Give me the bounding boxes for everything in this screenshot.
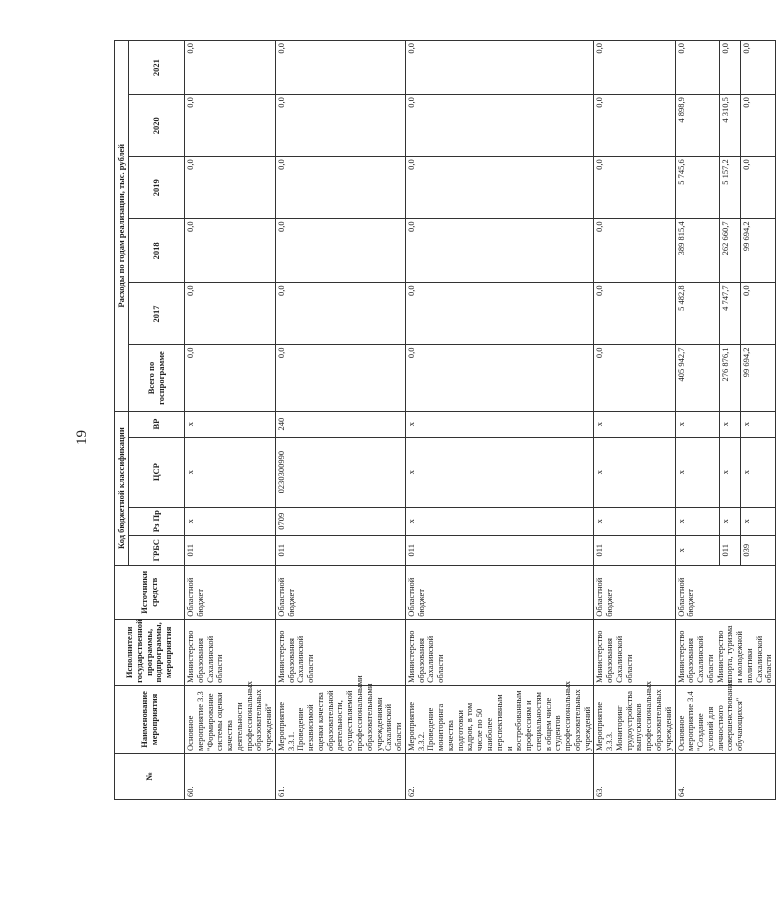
cell-total: 276 876,1 bbox=[719, 345, 740, 411]
cell-2019: 0,0 bbox=[275, 157, 405, 219]
cell-source: Областной бюджет bbox=[405, 565, 594, 619]
cell-rz: x bbox=[741, 507, 776, 535]
cell-2020: 0,0 bbox=[741, 95, 776, 157]
cell-2017: 5 482,8 bbox=[675, 283, 719, 345]
cell-event: Мероприятие 3.3.1. Проведение независимой оценки качества образовательной деятельности, осуществляемой профессиональными образовательными учреждениями Сахалинской области bbox=[275, 685, 405, 753]
cell-executor: Министерство образования Сахалинской области bbox=[185, 619, 276, 685]
cell-source: Областной бюджет bbox=[185, 565, 276, 619]
cell-grbs: 039 bbox=[741, 535, 776, 565]
cell-2021: 0,0 bbox=[741, 41, 776, 95]
header-csr: ЦСР bbox=[129, 437, 185, 507]
rotated-table-container bbox=[114, 40, 774, 800]
cell-event: Основное мероприятие 3.4 "Создание условий для личностного совершенствования обучающихся" bbox=[675, 685, 776, 753]
cell-2017: 0,0 bbox=[185, 283, 276, 345]
header-expenses: Расходы по годам реализации, тыс. рублей bbox=[115, 41, 129, 412]
cell-rz: x bbox=[594, 507, 675, 535]
cell-total: 0,0 bbox=[275, 345, 405, 411]
table-row bbox=[275, 41, 405, 800]
header-2018: 2018 bbox=[129, 219, 185, 283]
cell-2018: 0,0 bbox=[275, 219, 405, 283]
cell-vr: x bbox=[405, 411, 594, 437]
cell-executor: Министерство образования Сахалинской области bbox=[275, 619, 405, 685]
cell-2019: 5 745,6 bbox=[675, 157, 719, 219]
cell-csr: x bbox=[675, 437, 719, 507]
cell-2021: 0,0 bbox=[185, 41, 276, 95]
cell-vr: x bbox=[675, 411, 719, 437]
cell-source: Областной бюджет bbox=[275, 565, 405, 619]
cell-2020: 0,0 bbox=[185, 95, 276, 157]
budget-table bbox=[114, 40, 776, 800]
cell-num: 62. bbox=[405, 753, 594, 799]
table-row bbox=[675, 41, 719, 800]
cell-grbs: 011 bbox=[405, 535, 594, 565]
header-executor: Исполнители государственной программы, подпрограммы, мероприятия bbox=[115, 619, 185, 685]
cell-2018: 0,0 bbox=[594, 219, 675, 283]
cell-csr: x bbox=[405, 437, 594, 507]
cell-2018: 99 694,2 bbox=[741, 219, 776, 283]
header-rz: Рз Пр bbox=[129, 507, 185, 535]
cell-2020: 0,0 bbox=[594, 95, 675, 157]
header-source: Источники средств bbox=[115, 565, 185, 619]
cell-2018: 0,0 bbox=[185, 219, 276, 283]
cell-2017: 4 747,7 bbox=[719, 283, 740, 345]
cell-vr: 240 bbox=[275, 411, 405, 437]
cell-2019: 0,0 bbox=[594, 157, 675, 219]
cell-vr: x bbox=[719, 411, 740, 437]
cell-event: Мероприятие 3.3.2. Проведение мониторинга качества подготовки кадров, в том числе по 50 наиболее перспективным и востребованным профессиям и специальностям в общем числе студентов профессиональных образовательных учреждений bbox=[405, 685, 594, 753]
cell-grbs: 011 bbox=[185, 535, 276, 565]
cell-source: Областной бюджет bbox=[675, 565, 776, 619]
header-num: № bbox=[115, 753, 185, 799]
header-vr: ВР bbox=[129, 411, 185, 437]
header-2020: 2020 bbox=[129, 95, 185, 157]
cell-2017: 0,0 bbox=[594, 283, 675, 345]
cell-2019: 0,0 bbox=[185, 157, 276, 219]
header-grbs: ГРБС bbox=[129, 535, 185, 565]
cell-rz: x bbox=[405, 507, 594, 535]
cell-2020: 0,0 bbox=[405, 95, 594, 157]
cell-num: 64. bbox=[675, 753, 776, 799]
cell-csr: x bbox=[741, 437, 776, 507]
header-total: Всего по госпрограмме bbox=[129, 345, 185, 411]
cell-2020: 0,0 bbox=[275, 95, 405, 157]
cell-2017: 0,0 bbox=[405, 283, 594, 345]
header-event: Наименование мероприятия bbox=[115, 685, 185, 753]
cell-2021: 0,0 bbox=[405, 41, 594, 95]
cell-total: 0,0 bbox=[185, 345, 276, 411]
cell-2019: 5 157,2 bbox=[719, 157, 740, 219]
header-budget-code: Код бюджетной классификации bbox=[115, 411, 129, 565]
cell-2019: 0,0 bbox=[741, 157, 776, 219]
cell-executor: Министерство образования Сахалинской области bbox=[405, 619, 594, 685]
cell-csr: x bbox=[185, 437, 276, 507]
cell-2020: 4 310,5 bbox=[719, 95, 740, 157]
cell-vr: x bbox=[185, 411, 276, 437]
cell-2018: 0,0 bbox=[405, 219, 594, 283]
cell-2021: 0,0 bbox=[594, 41, 675, 95]
cell-total: 0,0 bbox=[405, 345, 594, 411]
table-row bbox=[405, 41, 594, 800]
cell-rz: 0709 bbox=[275, 507, 405, 535]
cell-grbs: 011 bbox=[275, 535, 405, 565]
cell-source: Областной бюджет bbox=[594, 565, 675, 619]
cell-2017: 0,0 bbox=[741, 283, 776, 345]
executor-line: Министерство образования Сахалинской области bbox=[675, 630, 715, 683]
cell-num: 61. bbox=[275, 753, 405, 799]
page-number: 19 bbox=[74, 430, 90, 445]
cell-csr: 0230300990 bbox=[275, 437, 405, 507]
cell-event: Мероприятие 3.3.3. Мониторинг трудоустройства выпускников профессиональных образовательных учреждений bbox=[594, 685, 675, 753]
cell-2019: 0,0 bbox=[405, 157, 594, 219]
header-2019: 2019 bbox=[129, 157, 185, 219]
cell-2018: 389 815,4 bbox=[675, 219, 719, 283]
cell-executor: Министерство образования Сахалинской области bbox=[594, 619, 675, 685]
cell-grbs: 011 bbox=[719, 535, 740, 565]
cell-total: 0,0 bbox=[594, 345, 675, 411]
cell-total: 405 942,7 bbox=[675, 345, 719, 411]
table-row bbox=[594, 41, 675, 800]
cell-2021: 0,0 bbox=[675, 41, 719, 95]
cell-2020: 4 898,9 bbox=[675, 95, 719, 157]
cell-vr: x bbox=[741, 411, 776, 437]
cell-num: 60. bbox=[185, 753, 276, 799]
executor-line: Министерство спорта, туризма и молодежной политики Сахалинской области bbox=[714, 625, 774, 683]
cell-rz: x bbox=[185, 507, 276, 535]
header-2017: 2017 bbox=[129, 283, 185, 345]
cell-grbs: x bbox=[675, 535, 719, 565]
cell-2018: 262 660,7 bbox=[719, 219, 740, 283]
header-2021: 2021 bbox=[129, 41, 185, 95]
cell-event: Основное мероприятие 3.3 "Формирование системы оценки качества деятельности профессиональных образовательных учреждений" bbox=[185, 685, 276, 753]
cell-grbs: 011 bbox=[594, 535, 675, 565]
cell-2021: 0,0 bbox=[275, 41, 405, 95]
cell-csr: x bbox=[594, 437, 675, 507]
cell-num: 63. bbox=[594, 753, 675, 799]
cell-vr: x bbox=[594, 411, 675, 437]
cell-total: 99 694,2 bbox=[741, 345, 776, 411]
cell-rz: x bbox=[675, 507, 719, 535]
cell-rz: x bbox=[719, 507, 740, 535]
cell-2021: 0,0 bbox=[719, 41, 740, 95]
cell-csr: x bbox=[719, 437, 740, 507]
cell-executor bbox=[675, 619, 776, 685]
cell-2017: 0,0 bbox=[275, 283, 405, 345]
table-row bbox=[185, 41, 276, 800]
